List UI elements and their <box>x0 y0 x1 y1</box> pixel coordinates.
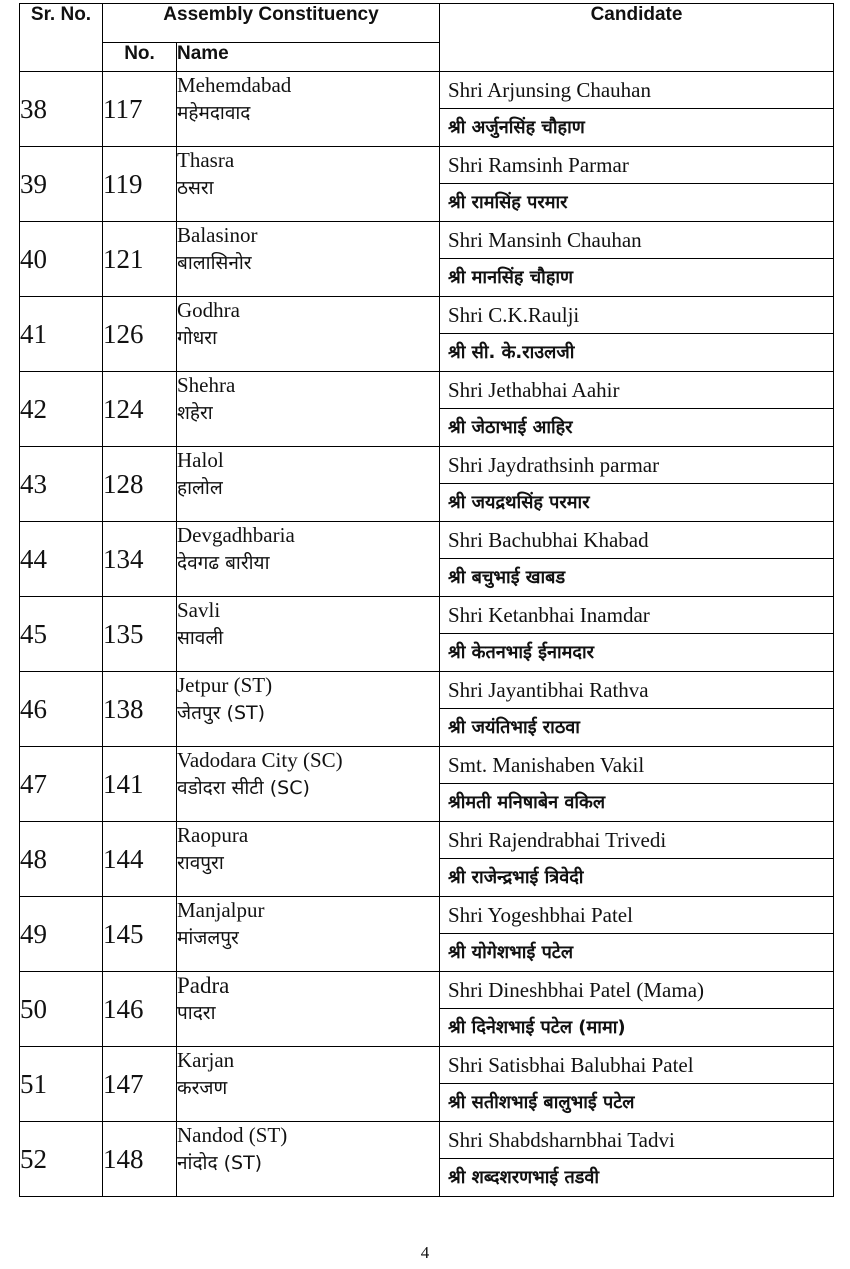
candidate-name-hi: श्री दिनेशभाई पटेल (मामा) <box>448 1017 626 1038</box>
constituency-name-hi: पादरा <box>177 1002 216 1024</box>
constituency-name-hi: बालासिनोर <box>177 252 252 274</box>
constituency-name-cell <box>177 672 440 747</box>
sr-no-cell: 51 <box>20 1047 103 1122</box>
table-row <box>20 597 834 672</box>
constituency-name-cell <box>177 297 440 372</box>
table-row <box>20 72 834 147</box>
constituency-name-hi: शहेरा <box>177 402 213 424</box>
table-row <box>20 297 834 372</box>
constituency-name-cell <box>177 747 440 822</box>
constituency-no-cell: 128 <box>103 447 177 522</box>
candidate-name-en: Shri Rajendrabhai Trivedi <box>440 822 833 859</box>
candidate-name-hi: श्री राजेन्द्रभाई त्रिवेदी <box>448 867 584 888</box>
candidate-name-en: Shri Ketanbhai Inamdar <box>440 597 833 634</box>
constituency-name-hi: जेतपुर (ST) <box>177 702 266 724</box>
table-row <box>20 522 834 597</box>
sr-no-cell: 52 <box>20 1122 103 1197</box>
constituency-name-hi: गोधरा <box>177 327 217 349</box>
table-row <box>20 897 834 972</box>
candidate-name-hi: श्री रामसिंह परमार <box>448 192 568 213</box>
header-candidate: Candidate <box>440 4 834 72</box>
candidate-name-hi: श्री बचुभाई खाबड <box>448 567 566 588</box>
sr-no-cell: 41 <box>20 297 103 372</box>
candidate-name-hi: श्री सी. के.राउलजी <box>448 342 575 363</box>
table-row <box>20 1122 834 1197</box>
constituency-no-cell: 117 <box>103 72 177 147</box>
constituency-name-en: Balasinor <box>177 223 258 247</box>
candidate-name-en: Shri Mansinh Chauhan <box>440 222 833 259</box>
candidate-name-en: Shri Bachubhai Khabad <box>440 522 833 559</box>
constituency-name-en: Nandod (ST) <box>177 1123 288 1147</box>
constituency-name-en: Raopura <box>177 823 249 847</box>
constituency-name-cell <box>177 372 440 447</box>
candidate-name-en: Shri Shabdsharnbhai Tadvi <box>440 1122 833 1159</box>
sr-no-cell: 48 <box>20 822 103 897</box>
sr-no-cell: 43 <box>20 447 103 522</box>
candidate-cell <box>440 372 834 447</box>
constituency-name-cell <box>177 972 440 1047</box>
candidate-cell <box>440 222 834 297</box>
candidate-name-hi: श्रीमती मनिषाबेन वकिल <box>448 792 606 813</box>
constituency-no-cell: 145 <box>103 897 177 972</box>
constituency-no-cell: 141 <box>103 747 177 822</box>
candidate-name-en: Shri Jethabhai Aahir <box>440 372 833 409</box>
candidate-name-en: Shri Arjunsing Chauhan <box>440 72 833 109</box>
sr-no-cell: 40 <box>20 222 103 297</box>
candidate-name-hi: श्री जयंतिभाई राठवा <box>448 717 580 738</box>
constituency-name-cell <box>177 1122 440 1197</box>
constituency-name-en: Manjalpur <box>177 898 265 922</box>
sr-no-cell: 49 <box>20 897 103 972</box>
constituency-name-en: Halol <box>177 448 224 472</box>
constituency-name-en: Padra <box>177 973 230 998</box>
constituency-name-cell <box>177 222 440 297</box>
constituency-name-hi: नांदोद (ST) <box>177 1152 263 1174</box>
candidate-name-hi: श्री सतीशभाई बालुभाई पटेल <box>448 1092 635 1113</box>
sr-no-cell: 45 <box>20 597 103 672</box>
constituency-name-hi: देवगढ बारीया <box>177 552 270 574</box>
constituency-name-hi: करजण <box>177 1077 228 1099</box>
constituency-name-hi: महेमदावाद <box>177 102 251 124</box>
table-row <box>20 972 834 1047</box>
constituency-name-cell <box>177 522 440 597</box>
candidate-cell <box>440 672 834 747</box>
constituency-no-cell: 147 <box>103 1047 177 1122</box>
page-number: 4 <box>420 1243 430 1262</box>
constituency-no-cell: 138 <box>103 672 177 747</box>
candidate-cell <box>440 1047 834 1122</box>
constituency-no-cell: 134 <box>103 522 177 597</box>
candidate-cell <box>440 1122 834 1197</box>
table-row <box>20 672 834 747</box>
sr-no-cell: 38 <box>20 72 103 147</box>
sr-no-cell: 42 <box>20 372 103 447</box>
candidate-cell <box>440 972 834 1047</box>
table-row <box>20 222 834 297</box>
constituency-name-en: Jetpur (ST) <box>177 673 273 697</box>
candidate-name-hi: श्री जेठाभाई आहिर <box>448 417 573 438</box>
candidate-cell <box>440 447 834 522</box>
table-row <box>20 372 834 447</box>
constituency-name-hi: सावली <box>177 627 224 649</box>
sr-no-cell: 39 <box>20 147 103 222</box>
candidate-name-hi: श्री शब्दशरणभाई तडवी <box>448 1167 600 1188</box>
header-sr-no: Sr. No. <box>20 4 103 72</box>
candidate-name-en: Shri Yogeshbhai Patel <box>440 897 833 934</box>
constituency-name-cell <box>177 897 440 972</box>
constituency-no-cell: 126 <box>103 297 177 372</box>
table-row <box>20 822 834 897</box>
header-no: No. <box>103 43 177 72</box>
candidate-cell <box>440 822 834 897</box>
table-row <box>20 1047 834 1122</box>
candidate-cell <box>440 72 834 147</box>
candidate-name-hi: श्री मानसिंह चौहाण <box>448 267 574 288</box>
constituency-no-cell: 119 <box>103 147 177 222</box>
candidate-name-en: Shri Dineshbhai Patel (Mama) <box>440 972 833 1009</box>
candidate-cell <box>440 747 834 822</box>
constituency-name-cell <box>177 72 440 147</box>
constituency-name-en: Savli <box>177 598 221 622</box>
candidate-table <box>19 3 834 1197</box>
constituency-no-cell: 135 <box>103 597 177 672</box>
constituency-name-en: Karjan <box>177 1048 235 1072</box>
constituency-name-cell <box>177 147 440 222</box>
table-row <box>20 147 834 222</box>
candidate-cell <box>440 147 834 222</box>
candidate-cell <box>440 297 834 372</box>
constituency-name-en: Devgadhbaria <box>177 523 295 547</box>
table-row <box>20 747 834 822</box>
candidate-name-hi: श्री योगेशभाई पटेल <box>448 942 574 963</box>
candidate-cell <box>440 897 834 972</box>
sr-no-cell: 47 <box>20 747 103 822</box>
constituency-name-en: Thasra <box>177 148 235 172</box>
candidate-name-en: Shri C.K.Raulji <box>440 297 833 334</box>
constituency-name-hi: ठसरा <box>177 177 214 199</box>
constituency-name-cell <box>177 597 440 672</box>
candidate-cell <box>440 522 834 597</box>
constituency-name-en: Mehemdabad <box>177 73 292 97</box>
candidate-name-en: Shri Ramsinh Parmar <box>440 147 833 184</box>
sr-no-cell: 50 <box>20 972 103 1047</box>
constituency-name-en: Vadodara City (SC) <box>177 748 343 772</box>
constituency-no-cell: 144 <box>103 822 177 897</box>
candidate-name-hi: श्री केतनभाई ईनामदार <box>448 642 595 663</box>
candidate-name-hi: श्री जयद्रथसिंह परमार <box>448 492 590 513</box>
constituency-name-hi: रावपुरा <box>177 852 224 874</box>
sr-no-cell: 44 <box>20 522 103 597</box>
candidate-name-en: Shri Satisbhai Balubhai Patel <box>440 1047 833 1084</box>
constituency-name-en: Shehra <box>177 373 236 397</box>
table-row <box>20 447 834 522</box>
constituency-name-cell <box>177 447 440 522</box>
candidate-name-en: Shri Jayantibhai Rathva <box>440 672 833 709</box>
header-assembly-constituency: Assembly Constituency <box>103 4 440 43</box>
sr-no-cell: 46 <box>20 672 103 747</box>
header-name: Name <box>177 43 440 72</box>
constituency-name-hi: मांजलपुर <box>177 927 239 949</box>
constituency-no-cell: 124 <box>103 372 177 447</box>
constituency-name-cell <box>177 1047 440 1122</box>
constituency-name-hi: वडोदरा सीटी (SC) <box>177 777 310 799</box>
candidate-name-en: Shri Jaydrathsinh parmar <box>440 447 833 484</box>
candidate-name-en: Smt. Manishaben Vakil <box>440 747 833 784</box>
constituency-name-cell <box>177 822 440 897</box>
constituency-no-cell: 146 <box>103 972 177 1047</box>
constituency-name-hi: हालोल <box>177 477 223 499</box>
constituency-no-cell: 121 <box>103 222 177 297</box>
candidate-name-hi: श्री अर्जुनसिंह चौहाण <box>448 117 585 138</box>
candidate-cell <box>440 597 834 672</box>
constituency-name-en: Godhra <box>177 298 240 322</box>
constituency-no-cell: 148 <box>103 1122 177 1197</box>
